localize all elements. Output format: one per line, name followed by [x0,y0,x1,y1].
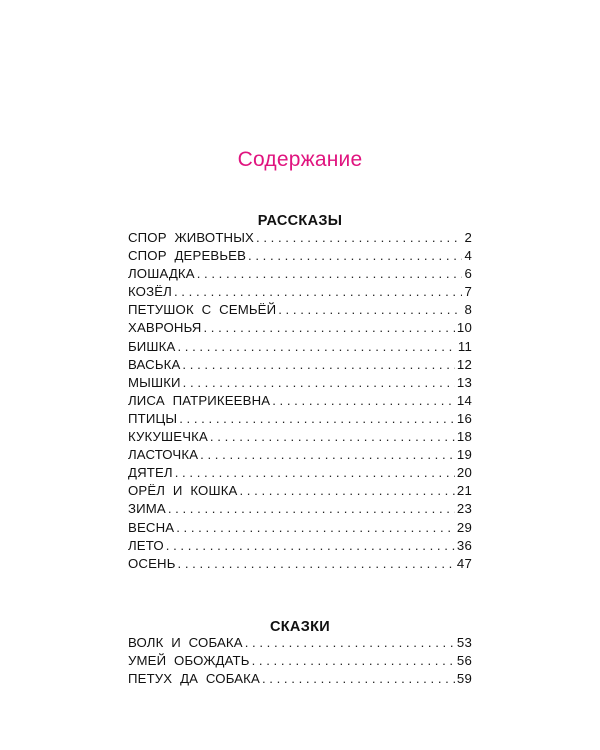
toc-entry [128,670,472,688]
toc-entry-page-number: 18 [456,429,472,445]
toc-entry-title: СПОР ДЕРЕВЬЕВ [128,248,247,264]
toc-entry [128,338,472,356]
toc-entry [128,229,472,247]
toc-entry-page-number: 23 [456,501,472,517]
toc-entry-title: ДЯТЕЛ [128,465,173,481]
toc-entry-page-number: 20 [456,465,472,481]
dot-leader [239,482,454,500]
dot-leader [183,374,455,392]
dot-leader [179,410,455,428]
toc-entry-title: ВАСЬКА [128,356,181,372]
dot-leader [177,338,455,356]
toc-entry-title: ХАВРОНЬЯ [128,320,202,336]
dot-leader [178,555,455,573]
dot-leader [200,446,455,464]
toc-entry [128,428,472,446]
toc-entry-page-number: 29 [456,519,472,535]
toc-entry-page-number: 53 [456,635,472,650]
toc-entry [128,537,472,555]
section-heading-stories: РАССКАЗЫ [257,213,343,230]
dot-leader [262,670,455,688]
dot-leader [248,247,462,265]
dot-leader [176,519,455,537]
dot-leader [175,464,455,482]
toc-entry-title: ПТИЦЫ [128,410,178,426]
toc-entry-title: МЫШКИ [128,374,181,390]
dot-leader [272,392,455,410]
toc-entry-title: СПОР ЖИВОТНЫХ [128,230,254,245]
toc-entry-title: УМЕЙ ОБОЖДАТЬ [128,653,250,669]
toc-entry-page-number: 11 [457,338,472,354]
dot-leader [168,500,455,518]
dot-leader [197,265,463,283]
toc-entry-page-number: 7 [464,284,472,300]
toc-entry-page-number: 4 [464,248,472,264]
dot-leader [166,537,455,555]
toc-entry [128,356,472,374]
dot-leader [210,428,455,446]
toc-entry [128,410,472,428]
toc-entry-title: КУКУШЕЧКА [128,429,208,445]
toc-entry [128,247,472,265]
toc-entry [128,301,472,319]
toc-entry-title: ЛАСТОЧКА [128,447,199,463]
toc-entry [128,446,472,464]
toc-entry-page-number: 12 [456,356,472,372]
toc-entry-page-number: 59 [456,671,472,687]
toc-entry-page-number: 10 [456,320,472,336]
toc-list-stories [128,229,472,573]
toc-entry-page-number: 13 [456,374,472,390]
toc-entry [128,634,472,652]
toc-entry-title: ЗИМА [128,501,166,517]
toc-entry-title: БИШКА [128,338,176,354]
toc-entry [128,519,472,537]
toc-entry [128,652,472,670]
toc-entry [128,392,472,410]
toc-entry [128,319,472,337]
toc-entry-page-number: 56 [456,653,472,669]
toc-entry-page-number: 6 [464,266,472,282]
toc-entry-page-number: 16 [456,410,472,426]
toc-entry-title: КОЗЁЛ [128,284,172,300]
toc-entry [128,265,472,283]
dot-leader [278,301,462,319]
page-title: Содержание [237,148,363,172]
toc-entry-page-number: 47 [456,555,472,571]
toc-entry [128,283,472,301]
dot-leader [174,283,462,301]
toc-entry-page-number: 2 [464,230,472,245]
toc-entry-title: ЛЕТО [128,537,164,553]
dot-leader [256,229,462,247]
toc-entry-title: ОРЁЛ И КОШКА [128,483,238,499]
toc-entry-page-number: 19 [456,447,472,463]
dot-leader [245,634,455,652]
toc-entry-title: ВОЛК И СОБАКА [128,635,243,650]
toc-entry-title: ОСЕНЬ [128,555,176,571]
toc-entry-title: ВЕСНА [128,519,175,535]
dot-leader [252,652,455,670]
toc-entry-page-number: 8 [464,302,472,318]
toc-entry-title: ПЕТУШОК С СЕМЬЁЙ [128,302,277,318]
toc-entry [128,555,472,573]
toc-entry [128,500,472,518]
toc-entry-title: ПЕТУХ ДА СОБАКА [128,671,260,687]
dot-leader [182,356,455,374]
toc-entry-title: ЛИСА ПАТРИКЕЕВНА [128,392,271,408]
toc-entry-page-number: 14 [456,392,472,408]
toc-entry [128,374,472,392]
toc-list-tales [128,634,472,688]
dot-leader [203,319,454,337]
toc-entry-page-number: 36 [456,537,472,553]
section-heading-tales: СКАЗКИ [270,619,330,636]
toc-entry-page-number: 21 [456,483,472,499]
toc-entry-title: ЛОШАДКА [128,266,195,282]
toc-entry [128,482,472,500]
toc-entry [128,464,472,482]
